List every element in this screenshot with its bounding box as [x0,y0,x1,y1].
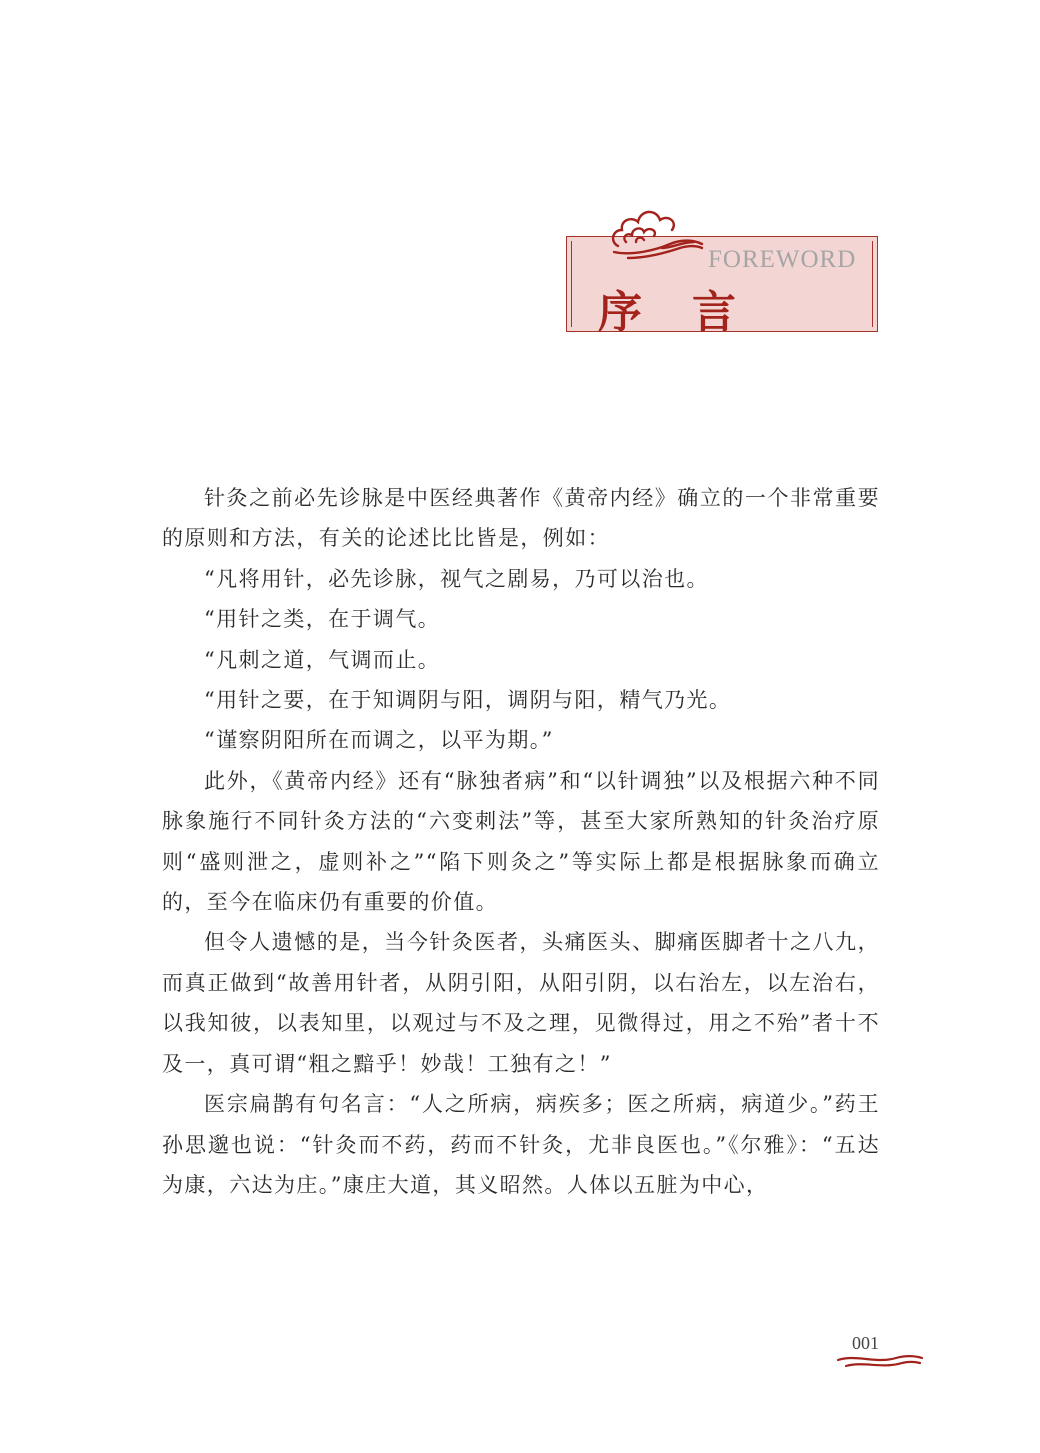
quote-paragraph: “用针之要，在于知调阴与阳，调阴与阳，精气乃光。 [204,688,732,713]
chinese-title: 序言 [598,287,786,338]
english-title: FOREWORD [708,246,857,273]
quote-paragraph: “谨察阴阳所在而调之，以平为期。” [204,728,554,753]
paragraph: 医宗扁鹊有句名言：“人之所病，病疾多；医之所病，病道少。”药王孙思邈也说：“针灸而不药，药而不针灸，尤非良医也。”《尔雅》：“五达为康，六达为庄。”康庄大道，其义昭然。人体以五脏为中心， [162,1092,880,1197]
cloud-ornament-icon [608,202,704,262]
paragraph: 此外，《黄帝内经》还有“脉独者病”和“以针调独”以及根据六种不同脉象施行不同针灸方法的“六变刺法”等，甚至大家所熟知的针灸治疗原则“盛则泄之，虚则补之”“陷下则灸之”等实际上都是根据脉象而确立的，至今在临床仍有重要的价值。 [162,768,880,915]
banner-border-right [872,241,873,327]
banner-border-left [571,241,572,327]
paragraph: 针灸之前必先诊脉是中医经典著作《黄帝内经》确立的一个非常重要的原则和方法，有关的论述比比皆是，例如： [162,486,880,551]
quote-paragraph: “用针之类，在于调气。 [204,607,441,632]
paragraph: 但令人遗憾的是，当今针灸医者，头痛医头、脚痛医脚者十之八九，而真正做到“故善用针者，从阴引阳，从阳引阴，以右治左，以左治右，以我知彼，以表知里，以观过与不及之理，见微得过，用之不殆”者十不及一，真可谓“粗之黯乎！妙哉！工独有之！” [162,930,880,1076]
wave-ornament-icon [836,1352,924,1372]
quote-paragraph: “凡刺之道，气调而止。 [204,647,441,672]
quote-paragraph: “凡将用针，必先诊脉，视气之剧易，乃可以治也。 [204,566,709,591]
body-text [162,478,880,1205]
page-number: 001 [852,1333,879,1353]
